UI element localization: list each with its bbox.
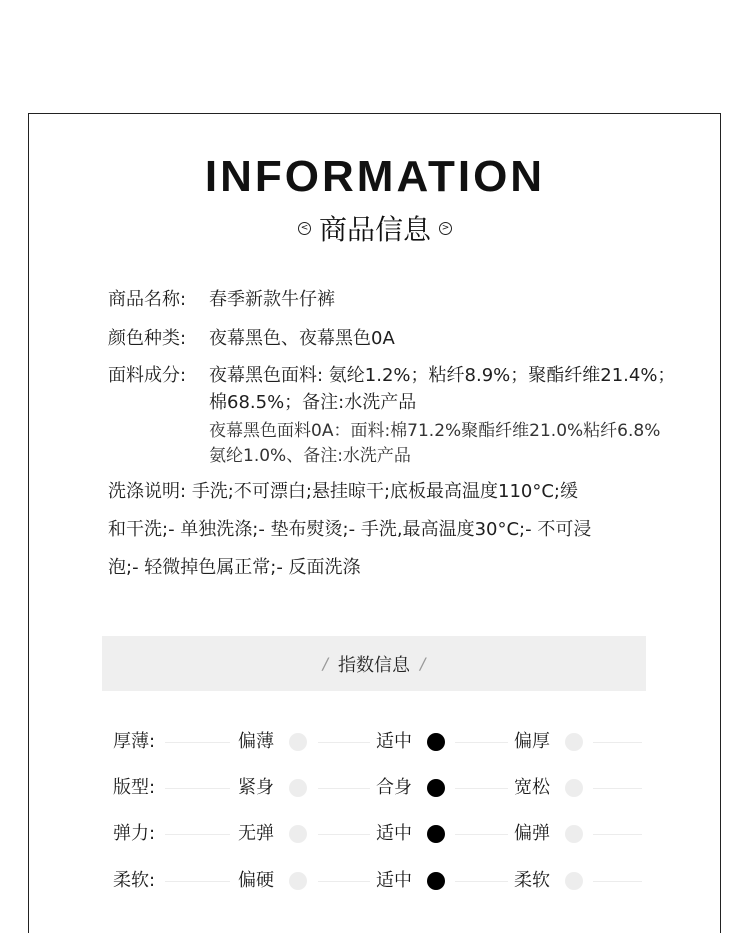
index-option-label: 偏硬 — [238, 870, 274, 891]
index-row — [0, 819, 750, 849]
unselected-dot-icon — [565, 779, 583, 797]
index-option-label: 偏厚 — [514, 731, 550, 752]
index-divider-line — [593, 742, 642, 743]
index-divider-line — [165, 834, 230, 835]
index-divider-line — [593, 881, 642, 882]
page-title: INFORMATION — [204, 152, 546, 201]
frame-gap-right — [722, 429, 750, 467]
selected-dot-icon — [427, 733, 445, 751]
index-divider-line — [165, 788, 230, 789]
wash-line-1: 洗涤说明: 手洗;不可漂白;悬挂晾干;底板最高温度110°C;缓 — [108, 481, 578, 502]
index-row — [0, 773, 750, 803]
index-divider-line — [318, 881, 370, 882]
unselected-dot-icon — [289, 779, 307, 797]
slash-right-icon: / — [420, 654, 426, 673]
unselected-dot-icon — [565, 733, 583, 751]
wash-line-3: 泡;- 轻微掉色属正常;- 反面洗涤 — [108, 557, 361, 578]
product-name-value: 春季新款牛仔裤 — [209, 289, 335, 310]
color-label: 颜色种类: — [108, 328, 187, 349]
wash-label: 洗涤说明: — [108, 481, 187, 502]
fabric-line-1: 夜幕黑色面料: 氨纶1.2%；粘纤8.9%；聚酯纤维21.4%； — [209, 365, 676, 386]
index-option-label: 合身 — [376, 777, 412, 798]
index-divider-line — [318, 788, 370, 789]
index-option-label: 无弹 — [238, 823, 274, 844]
fabric-label: 面料成分: — [108, 365, 187, 386]
product-name-label: 商品名称: — [108, 289, 187, 310]
frame-gap-left — [0, 429, 28, 467]
index-option-label: 紧身 — [238, 777, 274, 798]
index-option-label: 柔软 — [514, 870, 550, 891]
index-option-label: 适中 — [376, 823, 412, 844]
index-divider-line — [593, 788, 642, 789]
unselected-dot-icon — [289, 872, 307, 890]
unselected-dot-icon — [565, 872, 583, 890]
index-divider-line — [165, 742, 230, 743]
fabric-line-2: 棉68.5%；备注:水洗产品 — [209, 392, 417, 413]
index-divider-line — [165, 881, 230, 882]
page-subtitle — [0, 208, 750, 248]
unselected-dot-icon — [289, 733, 307, 751]
index-divider-line — [318, 742, 370, 743]
wash-instructions — [108, 473, 668, 587]
index-row-label: 版型: — [113, 777, 156, 798]
index-option-label: 适中 — [376, 731, 412, 752]
unselected-dot-icon — [565, 825, 583, 843]
index-row-label: 柔软: — [113, 870, 156, 891]
index-divider-line — [455, 881, 508, 882]
index-header — [102, 636, 646, 691]
index-divider-line — [593, 834, 642, 835]
index-title: 指数信息 — [338, 654, 410, 676]
index-row-label: 弹力: — [113, 823, 156, 844]
selected-dot-icon — [427, 872, 445, 890]
selected-dot-icon — [427, 825, 445, 843]
right-arrow-icon: > — [439, 222, 452, 235]
slash-left-icon: / — [322, 654, 328, 673]
index-divider-line — [318, 834, 370, 835]
index-row — [0, 866, 750, 896]
unselected-dot-icon — [289, 825, 307, 843]
fabric-line-4: 氨纶1.0%、备注:水洗产品 — [209, 446, 411, 466]
color-value: 夜幕黑色、夜幕黑色0A — [209, 328, 395, 349]
wash-line-2: 和干洗;- 单独洗涤;- 垫布熨烫;- 手洗,最高温度30°C;- 不可浸 — [108, 519, 592, 540]
index-option-label: 偏薄 — [238, 731, 274, 752]
selected-dot-icon — [427, 779, 445, 797]
index-row — [0, 727, 750, 757]
subtitle-text: 商品信息 — [318, 213, 431, 246]
index-divider-line — [455, 742, 508, 743]
index-option-label: 宽松 — [514, 777, 550, 798]
index-option-label: 适中 — [376, 870, 412, 891]
index-divider-line — [455, 788, 508, 789]
fabric-line-3: 夜幕黑色面料0A：面料:棉71.2%聚酯纤维21.0%粘纤6.8% — [209, 421, 661, 441]
index-divider-line — [455, 834, 508, 835]
index-option-label: 偏弹 — [514, 823, 550, 844]
left-arrow-icon: < — [298, 222, 311, 235]
index-row-label: 厚薄: — [113, 731, 156, 752]
